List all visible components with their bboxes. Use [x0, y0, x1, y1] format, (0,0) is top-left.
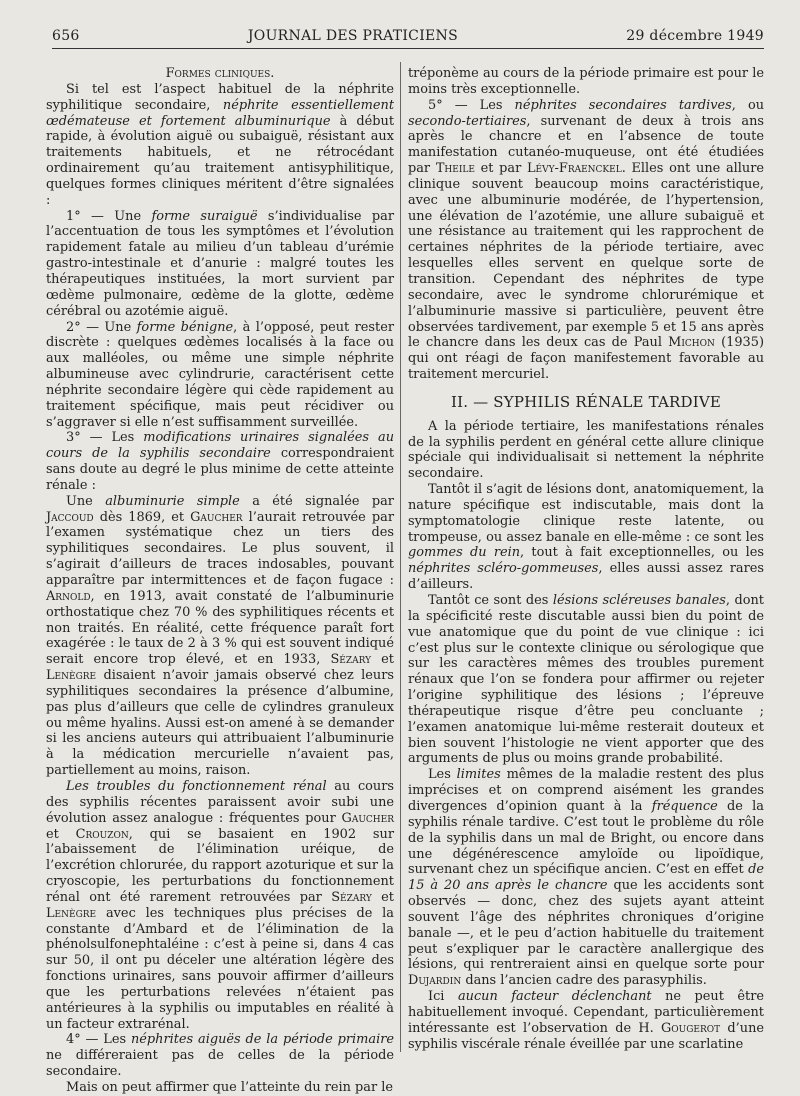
section-subhead: Formes cliniques. [165, 66, 275, 81]
paragraph: 4° — Les néphrites aiguës de la période primaire ne différeraient pas de celles de la période secondaire. [46, 1032, 394, 1080]
issue-date: 29 décembre 1949 [626, 28, 764, 44]
page-number: 656 [52, 28, 80, 44]
paragraph: Les limites mêmes de la maladie restent des plus imprécises et on comprend aisément les grandes divergences d’opinion quant à la fréquence de la syphilis rénale tardive. C’est tout le problème du rôle de la syphilis dans un mal de Bright, ou encore dans une dégénérescence amyloïde ou lipoïdique, survenant chez un spécifique ancien. C’est en effet de 15 à 20 ans après le chancre que les accidents sont observés — donc, chez des sujets ayant atteint souvent l’âge des néphrites chroniques d’origine banale —, et le peu d’action habituelle du traitement peut s’expliquer par le caractère anallergique des lésions, qui rentreraient ainsi en quelque sorte pour Dujardin dans l’ancien cadre des parasyphilis. [408, 767, 764, 989]
running-header [52, 24, 764, 49]
paragraph: Les troubles du fonctionnement rénal au cours des syphilis récentes paraissent avoir subi une évolution assez analogue : fréquentes pour Gaucher et Crouzon, qui se basaient en 1902 sur l’abaissement de l’élimination uréique, de l’excrétion chlorurée, du rapport azoturique et sur la cryoscopie, les perturbations du fonctionnement rénal ont été rarement retrouvées par Sézary et Lenègre avec les techniques plus précises de la constante d’Ambard et de l’élimination de la phénolsulfonephtaléine : c’est à peine si, dans 4 cas sur 50, il ont pu déceler une altération légère des fonctions urinaires, sans pouvoir affirmer d’ailleurs que les perturbations relevées n’étaient pas antérieures à la syphilis ou imputables en réalité à un facteur extrarénal. [46, 778, 394, 1032]
paragraph: A la période tertiaire, les manifestations rénales de la syphilis perdent en général cette allure clinique spéciale qui individualisait si nettement la néphrite secondaire. [408, 418, 764, 482]
paragraph: Tantôt il s’agit de lésions dont, anatomiquement, la nature spécifique est indiscutable, mais dont la symptomatologie clinique reste latente, ou trompeuse, ou assez banale en elle-même : ce sont les gommes du rein, tout à fait exceptionnelles, ou les néphrites scléro-gommeuses, elles aussi assez rares d’ailleurs. [408, 482, 764, 593]
paragraph: 2° — Une forme bénigne, à l’opposé, peut rester discrète : quelques œdèmes localisés à la face ou aux malléoles, ou même une simple néphrite albumineuse avec cylindrurie, caractérisent cette néphrite secondaire légère qui cède rapidement au traitement spécifique, mais peut récidiver ou s’aggraver si elle n’est suffisamment surveillée. [46, 319, 395, 430]
left-column [46, 66, 394, 1096]
paragraph: Mais on peut affirmer que l’atteinte du rein par le [66, 1080, 393, 1095]
section-heading: II. — SYPHILIS RÉNALE TARDIVE [450, 392, 722, 411]
right-column [408, 66, 764, 1052]
paragraph: tréponème au cours de la période primaire est pour le moins très exceptionnelle. [408, 66, 764, 97]
paragraph: 5° — Les néphrites secondaires tardives, ou secondo-tertiaires, survenant de deux à trois ans après le chancre et en l’absence de toute manifestation cutanéo-muqueuse, ont été étudiées par Theile et par Lévy-Fraenckel. Elles ont une allure clinique souvent beaucoup moins caractéristique, avec une albuminurie modérée, de l’hypertension, une élévation de l’azotémie, une allure subaiguë et une résistance au traitement qui les rapprochent de certaines néphrites de la période tertiaire, avec lesquelles elles servent en quelque sorte de transition. Cependant des néphrites de type secondaire, avec le syndrome chlorurémique et l’albuminurie massive si particulière, peuvent être observées tardivement, par exemple 5 et 15 ans après le chancre dans les deux cas de Paul Michon (1935) qui ont réagi de façon manifestement favorable au traitement mercuriel. [408, 97, 765, 383]
journal-title: JOURNAL DES PRATICIENS [247, 28, 458, 44]
column-divider [400, 62, 401, 1052]
paragraph: 3° — Les modifications urinaires signalées au cours de la syphilis secondaire correspondraient sans doute au degré le plus minime de cette atteinte rénale : [46, 430, 395, 493]
paragraph: Si tel est l’aspect habituel de la néphrite syphilitique secondaire, néphrite essentiellement œdémateuse et fortement albuminurique à début rapide, à évolution aiguë ou subaiguë, résistant aux traitements habituels, et ne rétrocédant ordinairement qu’au traitement antisyphilitique, quelques formes cliniques méritent d’être signalées : [46, 81, 394, 208]
paragraph: Tantôt ce sont des lésions scléreuses banales, dont la spécificité reste discutable aussi bien du point de vue anatomique que du point de vue clinique : ici c’est plus sur le contexte clinique ou sérologique que sur les caractères mêmes des troubles purement rénaux que l’on se fondera pour affirmer ou rejeter l’origine syphilitique des lésions ; l’épreuve thérapeutique risque d’être peu concluante ; l’examen anatomique lui-même resterait douteux et bien souvent l’histologie ne vient apporter que des arguments de plus ou moins grande probabilité. [408, 593, 764, 767]
paragraph: Ici aucun facteur déclenchant ne peut être habituellement invoqué. Cependant, particulièrement intéressante est l’observation de H. Gougerot d’une syphilis viscérale rénale éveillée par une scarlatine [408, 989, 764, 1052]
paragraph: Une albuminurie simple a été signalée par Jaccoud dès 1869, et Gaucher l’aurait retrouvée par l’examen systématique chez un tiers des syphilitiques secondaires. Le plus souvent, il s’agirait d’ailleurs de traces indosables, pouvant apparaître par intermittences et de façon fugace : Arnold, en 1913, avait constaté de l’albuminurie orthostatique chez 70 % des syphilitiques récents et non traités. En réalité, cette fréquence paraît fort exagérée : le taux de 2 à 3 % qui est souvent indiqué serait encore trop élevé, et en 1933, Sézary et Lenègre disaient n’avoir jamais observé chez leurs syphilitiques secondaires la présence d’albumine, pas plus d’ailleurs que celle de cylindres granuleux ou même hyalins. Aussi est-on amené à se demander si les anciens auteurs qui attribuaient l’albuminurie à la médication mercurielle n’avaient pas, partiellement au moins, raison. [46, 493, 394, 779]
paragraph: 1° — Une forme suraiguë s’individualise par l’accentuation de tous les symptômes et l’évolution rapidement fatale au milieu d’un tableau d’urémie gastro-intestinale et d’anurie : malgré toutes les thérapeutiques instituées, la mort survient par œdème pulmonaire, œdème de la glotte, œdème cérébral ou azotémie aiguë. [46, 208, 394, 319]
